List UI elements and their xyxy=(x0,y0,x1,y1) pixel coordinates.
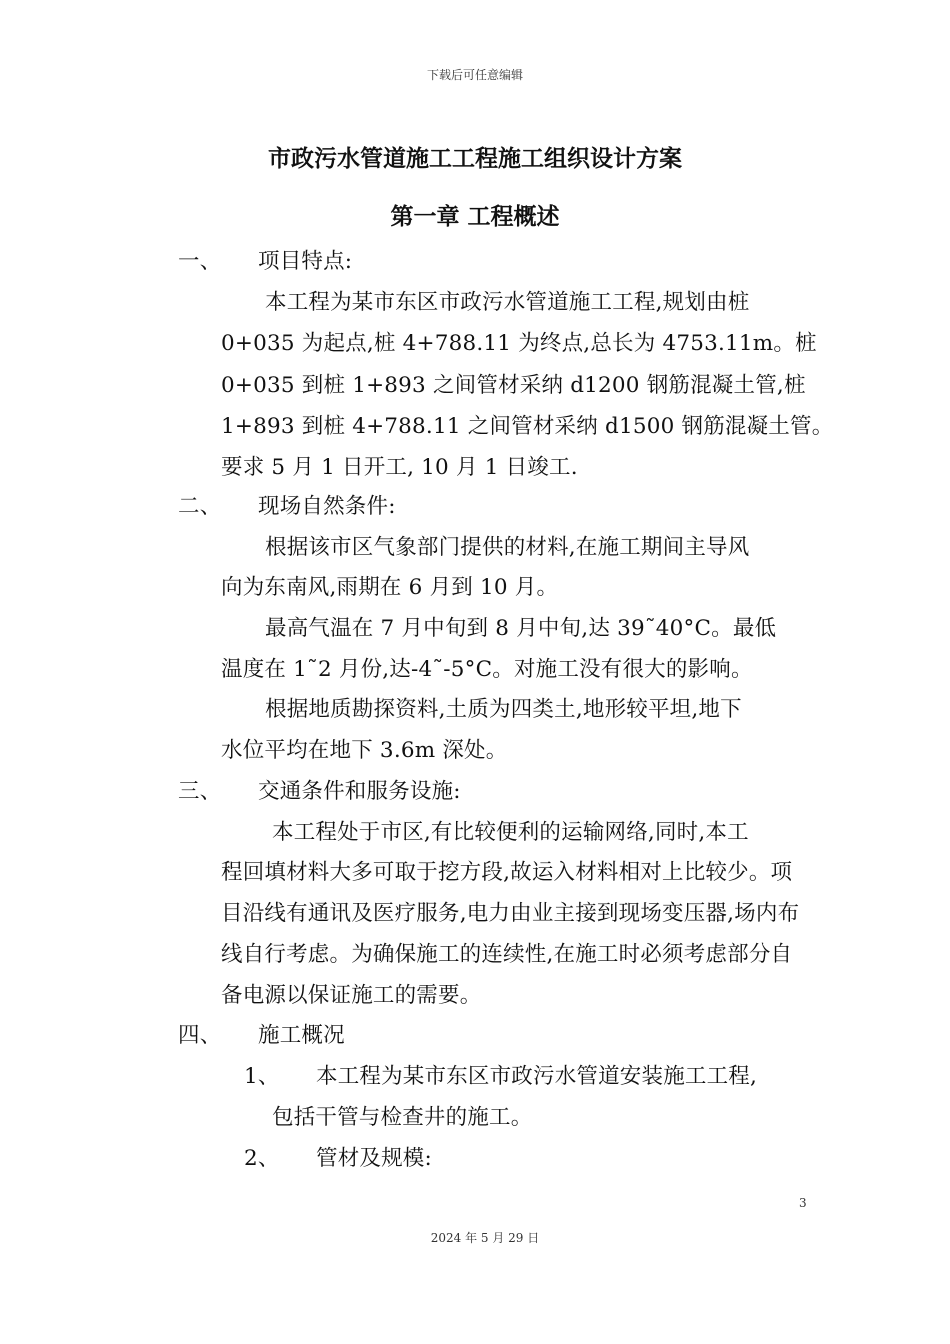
paragraph-line: 线自行考虑。为确保施工的连续性,在施工时必须考虑部分自 xyxy=(221,942,793,967)
header-note: 下载后可任意编辑 xyxy=(426,68,523,82)
paragraph-line: 要求 5 月 1 日开工, 10 月 1 日竣工. xyxy=(221,455,578,480)
document-title: 市政污水管道施工工程施工组织设计方案 xyxy=(268,146,682,172)
section-number: 三、 xyxy=(178,779,222,804)
paragraph-line: 1+893 到桩 4+788.11 之间管材采纳 d1500 钢筋混凝土管。 xyxy=(221,414,834,439)
paragraph-line: 备电源以保证施工的需要。 xyxy=(221,983,482,1008)
paragraph-line: 最高气温在 7 月中旬到 8 月中旬,达 39˜40°C。最低 xyxy=(265,616,777,641)
paragraph-line: 向为东南风,雨期在 6 月到 10 月。 xyxy=(221,575,559,600)
section-number: 二、 xyxy=(178,494,222,519)
page-number: 3 xyxy=(799,1196,807,1210)
footer-date: 2024 年 5 月 29 日 xyxy=(430,1231,540,1245)
subitem-text: 管材及规模: xyxy=(316,1146,432,1171)
section-heading: 交通条件和服务设施: xyxy=(258,779,461,804)
paragraph-line: 温度在 1˜2 月份,达-4˜-5°C。对施工没有很大的影响。 xyxy=(221,657,753,682)
section-number: 四、 xyxy=(178,1023,222,1048)
paragraph-line: 包括干管与检查井的施工。 xyxy=(272,1105,533,1130)
paragraph-line: 0+035 为起点,桩 4+788.11 为终点,总长为 4753.11m。桩 xyxy=(221,331,817,356)
section-heading: 现场自然条件: xyxy=(258,494,396,519)
paragraph-line: 程回填材料大多可取于挖方段,故运入材料相对上比较少。项 xyxy=(221,860,793,885)
paragraph-line: 本工程为某市东区市政污水管道施工工程,规划由桩 xyxy=(265,290,750,315)
paragraph-line: 本工程处于市区,有比较便利的运输网络,同时,本工 xyxy=(272,820,749,845)
section-heading: 施工概况 xyxy=(258,1023,345,1048)
paragraph-line: 水位平均在地下 3.6m 深处。 xyxy=(221,738,508,763)
paragraph-line: 根据该市区气象部门提供的材料,在施工期间主导风 xyxy=(265,535,750,560)
subitem-number: 1、 xyxy=(244,1064,280,1089)
subitem-text: 本工程为某市东区市政污水管道安装施工工程, xyxy=(316,1064,758,1089)
paragraph-line: 目沿线有通讯及医疗服务,电力由业主接到现场变压器,场内布 xyxy=(221,901,800,926)
paragraph-line: 根据地质勘探资料,土质为四类土,地形较平坦,地下 xyxy=(265,697,742,722)
chapter-title: 第一章 工程概述 xyxy=(390,204,560,230)
section-number: 一、 xyxy=(178,249,222,274)
paragraph-line: 0+035 到桩 1+893 之间管材采纳 d1200 钢筋混凝土管,桩 xyxy=(221,373,806,398)
subitem-number: 2、 xyxy=(244,1146,280,1171)
section-heading: 项目特点: xyxy=(258,249,353,274)
